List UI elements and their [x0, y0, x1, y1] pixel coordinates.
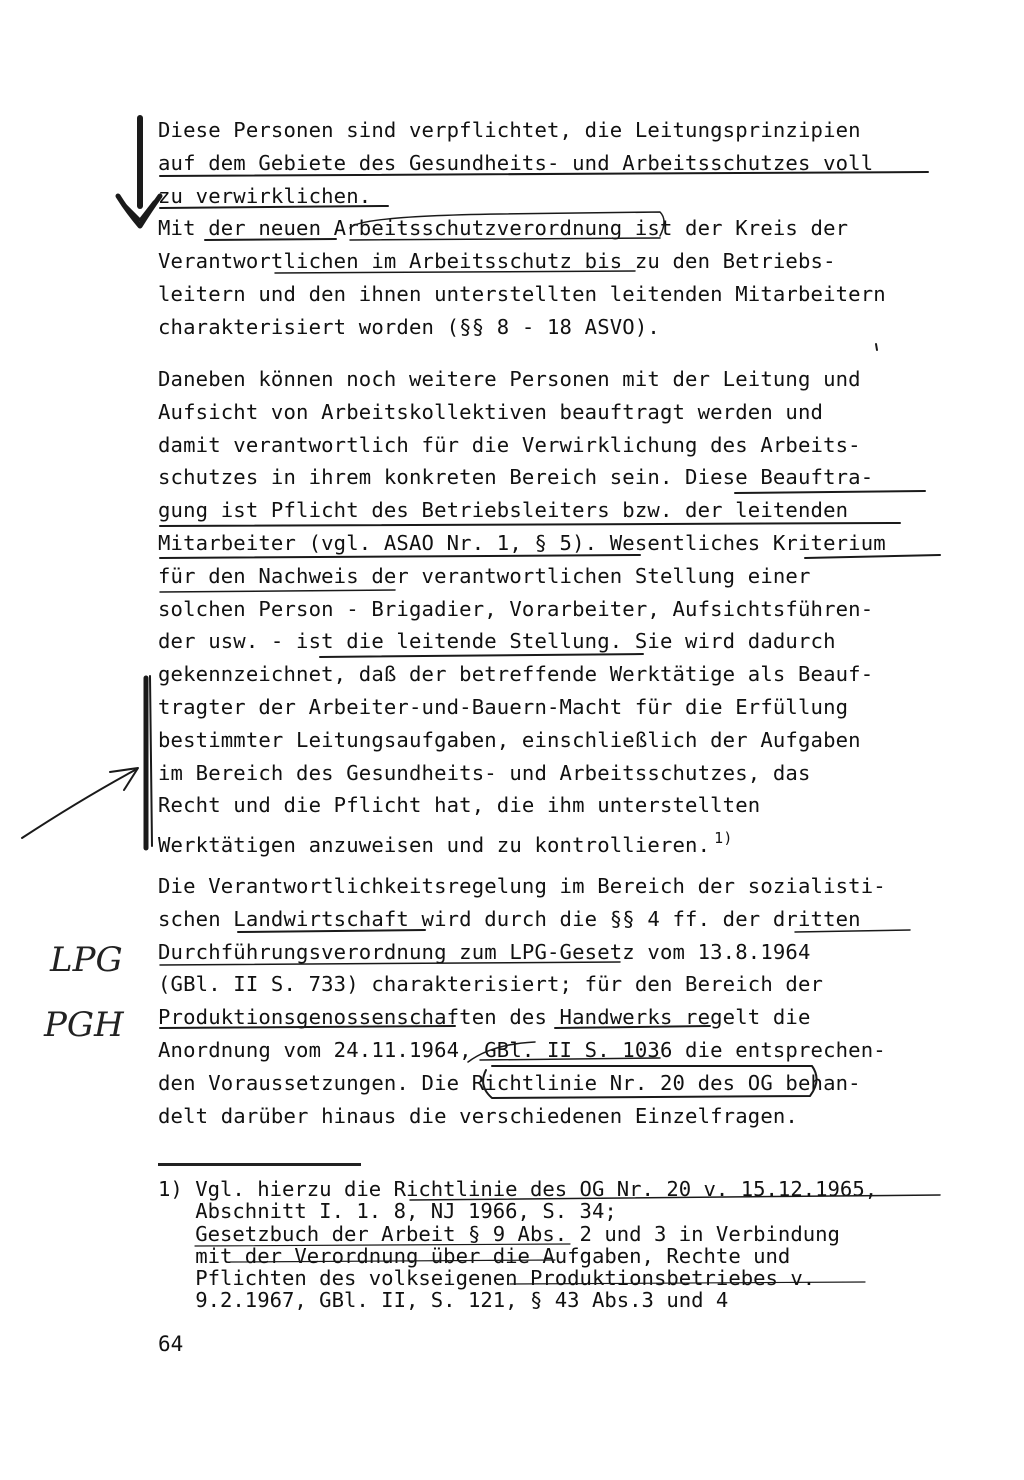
footnote-line: 9.2.1967, GBl. II, S. 121, § 43 Abs.3 und 4	[158, 1288, 729, 1313]
text-line	[158, 822, 958, 858]
text-line: Verantwortlichen im Arbeitsschutz bis zu den Betriebs-	[158, 249, 836, 274]
text-line: Anordnung vom 24.11.1964, GBl. II S. 1036 die entsprechen-	[158, 1037, 886, 1062]
text-line: bestimmter Leitungsaufgaben, einschließlich der Aufgaben	[158, 727, 861, 752]
footnote-line: Abschnitt I. 1. 8, NJ 1966, S. 34;	[158, 1199, 617, 1224]
text-line: Mit der neuen Arbeitsschutzverordnung ist der Kreis der	[158, 216, 849, 241]
text-line: für den Nachweis der verantwortlichen Stellung einer	[158, 563, 811, 588]
footnote-divider	[158, 1163, 361, 1166]
text-line: Recht und die Pflicht hat, die ihm unterstellten	[158, 793, 761, 818]
text-line: tragter der Arbeiter-und-Bauern-Macht für die Erfüllung	[158, 694, 849, 719]
text-line: schen Landwirtschaft wird durch die §§ 4 ff. der dritten	[158, 906, 861, 931]
stray-mark	[876, 344, 877, 350]
text-line: Aufsicht von Arbeitskollektiven beauftragt werden und	[158, 399, 824, 424]
text-line: gung ist Pflicht des Betriebsleiters bzw. der leitenden	[158, 498, 849, 523]
text-line: (GBl. II S. 733) charakterisiert; für den Bereich der	[158, 972, 824, 997]
text-line-content: Werktätigen anzuweisen und zu kontrollieren.	[158, 833, 711, 858]
footnote-line: Gesetzbuch der Arbeit § 9 Abs. 2 und 3 in Verbindung	[158, 1221, 840, 1246]
text-line: im Bereich des Gesundheits- und Arbeitsschutzes, das	[158, 760, 811, 785]
text-line: zu verwirklichen.	[158, 183, 372, 208]
page-number: 64	[158, 1332, 184, 1356]
text-line: Diese Personen sind verpflichtet, die Leitungsprinzipien	[158, 118, 861, 142]
text-line: damit verantwortlich für die Verwirklichung des Arbeits-	[158, 432, 861, 457]
footnote-line: 1) Vgl. hierzu die Richtlinie des OG Nr. 20 v. 15.12.1965,	[158, 1177, 878, 1201]
text-line: delt darüber hinaus die verschiedenen Einzelfragen.	[158, 1103, 798, 1128]
text-line: leitern und den ihnen unterstellten leitenden Mitarbeitern	[158, 281, 886, 306]
handwritten-note-lpg: LPG	[50, 940, 123, 980]
text-line: Die Verantwortlichkeitsregelung im Bereich der sozialisti-	[158, 874, 886, 898]
handwritten-note-pgh: PGH	[44, 1005, 124, 1045]
footnote-line: mit der Verordnung über die Aufgaben, Rechte und	[158, 1243, 791, 1268]
text-line: schutzes in ihrem konkreten Bereich sein. Diese Beauftra-	[158, 465, 874, 490]
text-line: Mitarbeiter (vgl. ASAO Nr. 1, § 5). Wesentliches Kriterium	[158, 530, 886, 555]
footnote	[158, 1178, 958, 1312]
text-line: den Voraussetzungen. Die Richtlinie Nr. 20 des OG behan-	[158, 1070, 861, 1095]
text-line: Daneben können noch weitere Personen mit der Leitung und	[158, 367, 861, 391]
paragraph-1	[158, 114, 958, 344]
paragraph-2	[158, 363, 958, 858]
margin-pointer-line	[22, 770, 135, 838]
text-line: auf dem Gebiete des Gesundheits- und Arbeitsschutzes voll	[158, 150, 874, 175]
text-line: gekennzeichnet, daß der betreffende Werktätige als Beauf-	[158, 662, 874, 687]
margin-arrow-head	[118, 196, 160, 226]
text-line: Durchführungsverordnung zum LPG-Gesetz vom 13.8.1964	[158, 939, 811, 964]
text-line: der usw. - ist die leitende Stellung. Sie wird dadurch	[158, 629, 836, 654]
text-line: Produktionsgenossenschaften des Handwerks regelt die	[158, 1005, 811, 1030]
paragraph-3	[158, 870, 958, 1132]
footnote-line: Pflichten des volkseigenen Produktionsbetriebes v.	[158, 1266, 816, 1291]
footnote-reference[interactable]: 1)	[714, 829, 733, 848]
text-line: charakterisiert worden (§§ 8 - 18 ASVO).	[158, 314, 660, 339]
text-line: solchen Person - Brigadier, Vorarbeiter, Aufsichtsführen-	[158, 596, 874, 621]
